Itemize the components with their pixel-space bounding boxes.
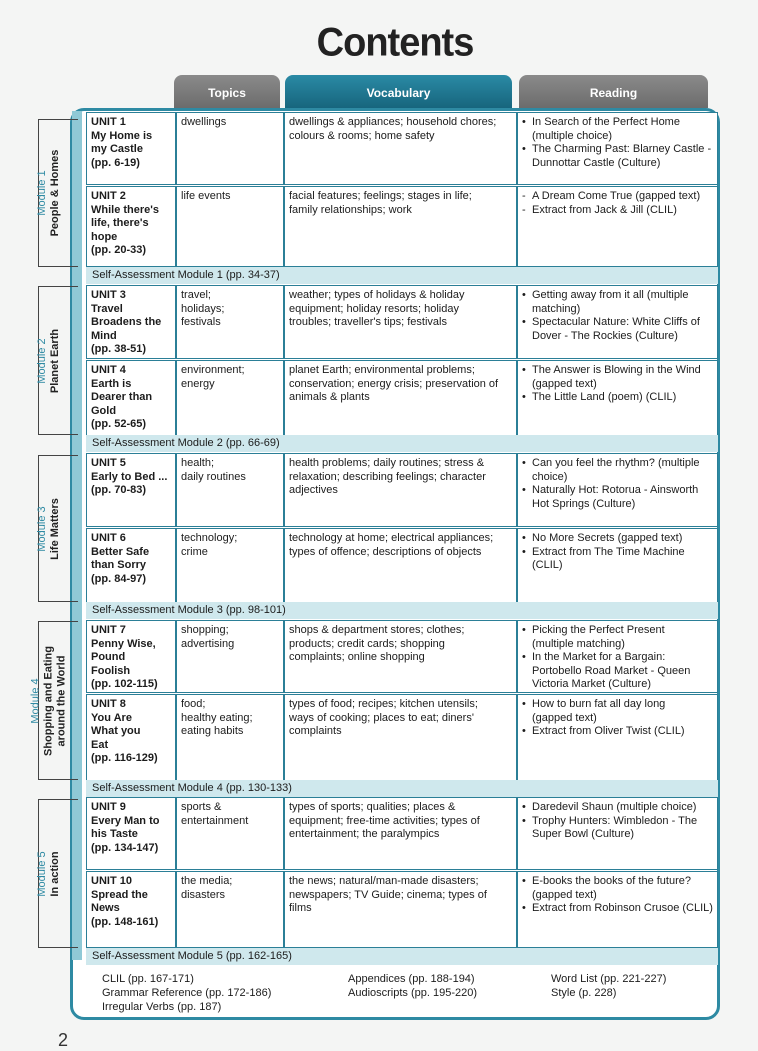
unit-title-line: You Are [91,711,132,724]
reading-bullet: - [522,190,526,202]
reading-bullet [522,889,532,903]
unit-4-topics-cell [176,360,284,437]
reading-text: Victoria Market (Culture) [532,678,651,690]
module-name: Module 5 [36,850,48,897]
self-assessment-1: Self-Assessment Module 1 (pp. 34-37) [86,267,718,284]
unit-6-vocab-cell [284,528,517,605]
reading-line [522,875,713,889]
reading-line [522,391,713,405]
unit-title-line: Penny Wise, [91,637,156,650]
unit-title-line: Mind [91,329,117,342]
unit-title-line: (pp. 38-51) [91,343,147,355]
topics-line: health; [181,457,215,469]
footer-col-3 [551,972,666,1000]
vocab-line: products; credit cards; shopping [289,637,445,650]
module-label-2 [38,286,78,435]
tab-vocabulary: Vocabulary [285,75,512,108]
unit-title-line: UNIT 9 [91,801,126,813]
page-title: Contents [316,20,474,66]
reading-line [522,638,713,652]
unit-title-line: Gold [91,404,117,417]
reading-text: Super Bowl (Culture) [532,828,635,840]
module-title: In action [49,850,61,897]
module-name: Module 4 [29,677,42,724]
unit-5-vocab-cell [284,453,517,527]
reading-line [522,116,713,130]
unit-2-topics-cell [176,186,284,267]
vocab-line: health problems; daily routines; stress & [289,457,485,469]
reading-text: In the Market for a Bargain: [532,651,666,663]
unit-3-vocab-cell [284,285,517,359]
unit-title-line: News [91,902,120,914]
unit-title-line: While there's [91,203,160,216]
reading-line [522,130,713,144]
reading-text: (gapped text) [532,711,597,724]
module-label-rotated [36,328,62,392]
unit-title-line: Foolish [91,664,131,677]
reading-bullet [522,303,532,317]
module-label-rotated [30,626,69,776]
reading-line [522,801,713,815]
topics-line: technology; [181,532,238,544]
reading-bullet: • [522,364,526,376]
unit-3-reading-cell [517,285,718,359]
reading-text: (CLIL) [532,559,563,571]
unit-7-vocab-cell [284,620,517,693]
vocab-line: dwellings & appliances; household chores; [289,116,497,128]
reading-line [522,889,713,903]
reading-bullet: • [522,725,526,737]
unit-8-topics-cell [176,694,284,781]
self-assessment-2: Self-Assessment Module 2 (pp. 66-69) [86,435,718,452]
reading-line [522,289,713,303]
unit-title-line: Eat [91,738,109,751]
unit-title-line: Spread the [91,888,148,901]
unit-title-line: my Castle [91,143,143,155]
topics-line: disasters [181,888,226,901]
unit-title-line: UNIT 2 [91,190,126,202]
unit-7-topics-cell [176,620,284,693]
reading-line [522,546,713,560]
vocab-line: newspapers; TV Guide; cinema; types of [289,888,487,901]
vocab-line: equipment; holiday resorts; holiday [289,302,459,315]
unit-title-line: (pp. 148-161) [91,915,159,928]
vocab-line: the news; natural/man-made disasters; [289,875,479,887]
reading-line [522,330,713,344]
vocab-line: complaints [289,725,342,737]
unit-title-line: (pp. 84-97) [91,572,147,585]
module-title: Life Matters [49,497,61,560]
topics-line: holidays; [181,302,225,315]
reading-text: Extract from The Time Machine [532,545,685,558]
vocab-line: types of sports; qualities; places & [289,801,456,813]
reading-text: Picking the Perfect Present [532,624,665,636]
reading-line [522,828,713,842]
reading-bullet: • [522,651,526,663]
topics-line: dwellings [181,116,227,128]
unit-10-reading-cell [517,871,718,948]
unit-title-line: Broadens the [91,316,162,328]
unit-2-reading-cell [517,186,718,267]
reading-line [522,471,713,485]
topics-line: healthy eating; [181,711,253,724]
module-name: Module 2 [36,337,48,384]
footer-item: Style (p. 228) [551,987,617,999]
unit-title-line: Pound [91,651,126,663]
topics-line: daily routines [181,470,246,483]
topics-line: environment; [181,364,245,376]
unit-title-line: (pp. 116-129) [91,752,158,764]
reading-line [522,190,713,204]
reading-line [522,624,713,638]
reading-bullet: • [522,698,526,710]
topics-line: sports & [181,801,222,813]
unit-6-reading-cell [517,528,718,605]
topics-line: entertainment [181,814,249,827]
reading-bullet: • [522,545,526,558]
reading-text: Trophy Hunters: Wimbledon - The [532,814,698,827]
reading-text: The Little Land (poem) (CLIL) [532,391,677,403]
vocab-line: adjectives [289,484,338,496]
reading-line [522,725,713,739]
topics-line: energy [181,377,215,390]
topics-line: travel; [181,289,211,301]
unit-1-topics-cell [176,112,284,185]
module-label-5 [38,799,78,948]
unit-title-line: UNIT 8 [91,698,126,710]
reading-bullet: • [522,316,526,328]
reading-line [522,498,713,512]
reading-text: Dover - The Rockies (Culture) [532,329,678,342]
reading-text: Naturally Hot: Rotorua - Ainsworth [532,484,699,496]
reading-bullet: • [522,814,526,827]
reading-bullet: • [522,457,526,469]
unit-8-vocab-cell [284,694,517,781]
topics-line: crime [181,545,208,558]
vocab-line: films [289,902,312,914]
unit-8-reading-cell [517,694,718,781]
unit-title-line: (pp. 6-19) [91,156,140,169]
reading-text: Extract from Robinson Crusoe (CLIL) [532,902,713,914]
unit-2-unit-cell [86,186,176,267]
reading-text: choice) [532,470,568,483]
reading-bullet [522,471,532,485]
unit-2-vocab-cell [284,186,517,267]
reading-bullet: • [522,624,526,636]
reading-line [522,157,713,171]
unit-10-unit-cell [86,871,176,948]
reading-line [522,678,713,692]
unit-5-topics-cell [176,453,284,527]
unit-4-vocab-cell [284,360,517,437]
reading-text: Daredevil Shaun (multiple choice) [532,801,697,813]
reading-line [522,143,713,157]
tab-topics: Topics [174,75,280,108]
reading-bullet: • [522,902,526,914]
unit-title-line: UNIT 4 [91,364,126,376]
unit-title-line: My Home is [91,129,153,142]
reading-bullet [522,665,532,679]
vocab-line: colours & rooms; home safety [289,129,435,142]
vocab-line: equipment; free-time activities; types of [289,814,480,827]
reading-text: The Answer is Blowing in the Wind [532,364,701,376]
unit-1-unit-cell [86,112,176,185]
footer-item: Appendices (pp. 188-194) [348,973,475,985]
module-label-4 [29,621,78,780]
reading-line [522,303,713,317]
topics-line: food; [181,698,206,710]
unit-1-vocab-cell [284,112,517,185]
reading-text: How to burn fat all day long [532,698,666,710]
unit-7-unit-cell [86,620,176,693]
vocab-line: types of offence; descriptions of objects [289,545,482,558]
page-number: 2 [58,1030,69,1050]
unit-title-line: Travel [91,302,123,315]
topics-line: eating habits [181,725,244,737]
reading-bullet: • [522,875,526,887]
unit-title-line: UNIT 7 [91,624,126,636]
reading-bullet [522,378,532,392]
vocab-line: troubles; traveller's tips; festivals [289,316,447,328]
reading-line [522,364,713,378]
unit-3-topics-cell [176,285,284,359]
unit-title-line: (pp. 134-147) [91,841,159,854]
unit-title-line: (pp. 52-65) [91,418,147,430]
topics-line: shopping; [181,624,229,636]
vocab-line: family relationships; work [289,203,412,216]
unit-title-line: hope [91,230,118,243]
unit-title-line: Dearer than [91,391,153,403]
topics-line: festivals [181,316,221,328]
unit-8-unit-cell [86,694,176,781]
unit-4-reading-cell [517,360,718,437]
unit-7-reading-cell [517,620,718,693]
unit-title-line: UNIT 5 [91,457,126,469]
unit-title-line: life, there's [91,217,149,229]
topics-line: life events [181,190,231,202]
vocab-line: conservation; energy crisis; preservation of [289,377,499,390]
reading-text: matching) [532,302,581,315]
vocab-line: relaxation; describing feelings; character [289,470,486,483]
unit-title-line: What you [91,725,141,737]
tab-reading: Reading [519,75,708,108]
reading-text: Extract from Jack & Jill (CLIL) [532,203,677,216]
reading-text: Portobello Road Market - Queen [532,664,691,677]
unit-title-line: UNIT 10 [91,875,132,887]
unit-10-vocab-cell [284,871,517,948]
reading-text: The Charming Past: Blarney Castle - [532,143,712,155]
reading-line [522,815,713,829]
unit-title-line: Early to Bed ... [91,470,168,483]
reading-bullet: • [522,801,526,813]
footer-item: Irregular Verbs (pp. 187) [102,1001,222,1013]
reading-bullet [522,638,532,652]
footer-col-2 [348,972,477,1000]
unit-10-topics-cell [176,871,284,948]
reading-text: Hot Springs (Culture) [532,497,636,510]
module-label-rotated [36,150,62,237]
footer-item: Audioscripts (pp. 195-220) [348,987,478,999]
module-title: Shopping and Eating around the World [42,645,68,756]
reading-text: Getting away from it all (multiple [532,289,689,301]
reading-bullet [522,130,532,144]
unit-title-line: UNIT 1 [91,116,126,128]
reading-line [522,712,713,726]
reading-text: Dunnottar Castle (Culture) [532,156,661,169]
reading-line [522,651,713,665]
vocab-line: facial features; feelings; stages in life; [289,190,472,202]
reading-text: A Dream Come True (gapped text) [532,190,701,202]
reading-bullet [522,330,532,344]
module-title: People & Homes [49,149,61,237]
unit-6-topics-cell [176,528,284,605]
reading-text: E-books the books of the future? [532,875,691,887]
unit-9-vocab-cell [284,797,517,870]
unit-title-line: Every Man to [91,814,160,827]
module-name: Module 3 [36,505,48,552]
reading-bullet: • [522,116,526,128]
reading-bullet: - [522,203,526,216]
topics-line: the media; [181,875,233,887]
module-label-3 [38,455,78,602]
module-label-1 [38,119,78,267]
vocab-line: animals & plants [289,391,370,403]
footer-col-1 [102,972,271,1014]
unit-title-line: (pp. 20-33) [91,244,147,256]
reading-line [522,316,713,330]
reading-line [522,698,713,712]
topics-line: advertising [181,637,235,650]
reading-text: (multiple choice) [532,129,613,142]
self-assessment-3: Self-Assessment Module 3 (pp. 98-101) [86,602,718,619]
unit-title-line: Better Safe [91,545,150,558]
vocab-line: planet Earth; environmental problems; [289,364,475,376]
reading-bullet: • [522,391,526,403]
module-name: Module 1 [36,170,48,216]
reading-text: No More Secrets (gapped text) [532,532,683,544]
reading-text: Spectacular Nature: White Cliffs of [532,316,700,328]
unit-title-line: Earth is [91,377,132,390]
self-assessment-5: Self-Assessment Module 5 (pp. 162-165) [86,948,718,965]
unit-5-reading-cell [517,453,718,527]
reading-text: Can you feel the rhythm? (multiple [532,457,700,469]
unit-title-line: his Taste [91,828,138,840]
reading-line [522,378,713,392]
reading-line [522,532,713,546]
module-title: Planet Earth [49,328,61,393]
reading-bullet [522,498,532,512]
reading-text: (gapped text) [532,888,597,901]
unit-1-reading-cell [517,112,718,185]
reading-line [522,204,713,218]
unit-4-unit-cell [86,360,176,437]
reading-text: (gapped text) [532,377,597,390]
reading-bullet: • [522,532,526,544]
vocab-line: entertainment; the paralympics [289,828,440,840]
reading-bullet [522,157,532,171]
vocab-line: ways of cooking; places to eat; diners' [289,711,474,724]
reading-text: Extract from Oliver Twist (CLIL) [532,725,685,737]
reading-bullet [522,678,532,692]
footer-item: CLIL (pp. 167-171) [102,973,194,985]
unit-3-unit-cell [86,285,176,359]
unit-title-line: UNIT 3 [91,289,126,301]
unit-9-unit-cell [86,797,176,870]
unit-title-line: (pp. 102-115) [91,678,158,690]
reading-bullet [522,712,532,726]
unit-6-unit-cell [86,528,176,605]
reading-line [522,484,713,498]
unit-5-unit-cell [86,453,176,527]
reading-bullet [522,828,532,842]
reading-line [522,559,713,573]
reading-line [522,457,713,471]
module-label-rotated [36,851,62,896]
unit-title-line: than Sorry [91,559,147,571]
vocab-line: complaints; online shopping [289,651,425,663]
footer-item: Word List (pp. 221-227) [551,973,667,985]
unit-9-topics-cell [176,797,284,870]
unit-title-line: (pp. 70-83) [91,484,147,496]
vocab-line: technology at home; electrical appliances; [289,532,494,544]
reading-bullet: • [522,484,526,496]
module-label-rotated [36,498,62,560]
unit-9-reading-cell [517,797,718,870]
reading-bullet [522,559,532,573]
reading-bullet: • [522,289,526,301]
vocab-line: shops & department stores; clothes; [289,624,465,636]
vocab-line: types of food; recipes; kitchen utensils; [289,698,478,710]
unit-title-line: UNIT 6 [91,532,126,544]
reading-line [522,665,713,679]
footer-item: Grammar Reference (pp. 172-186) [102,987,272,999]
reading-bullet: • [522,143,526,155]
vocab-line: weather; types of holidays & holiday [289,289,465,301]
reading-text: (multiple matching) [532,637,625,650]
reading-line [522,902,713,916]
reading-text: In Search of the Perfect Home [532,116,680,128]
self-assessment-4: Self-Assessment Module 4 (pp. 130-133) [86,780,718,797]
